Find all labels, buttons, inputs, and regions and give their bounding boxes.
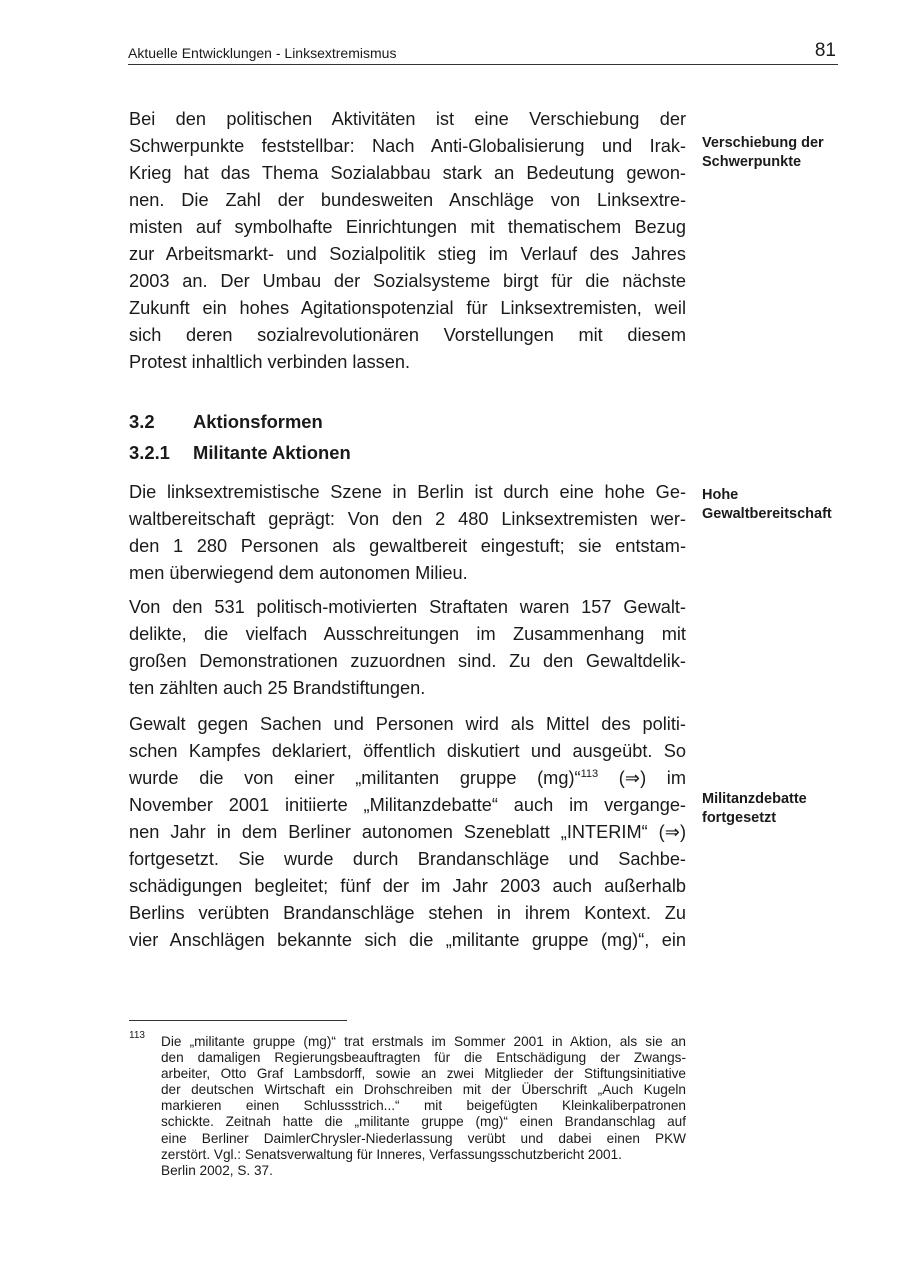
- footnote-text: [161, 1034, 686, 1179]
- section-title: Militante Aktionen: [193, 442, 351, 463]
- footnote-line: der deutschen Wirtschaft ein Drohschreiben mit der Überschrift „Auch Kugeln: [161, 1082, 686, 1098]
- text-line: Bei den politischen Aktivitäten ist eine Verschiebung der: [129, 109, 686, 129]
- page-header: [128, 38, 838, 65]
- text-line: [129, 765, 686, 792]
- footnote-line: markieren einen Schlussstrich...“ mit beigefügten Kleinkaliberpatronen: [161, 1098, 686, 1114]
- page-number: 81: [814, 40, 836, 61]
- text-line: vier Anschlägen bekannte sich die „militante gruppe (mg)“, ein: [129, 930, 686, 950]
- footnote-line: eine Berliner DaimlerChrysler-Niederlassung verübt und dabei einen PKW: [161, 1130, 686, 1146]
- text-line: Von den 531 politisch-motivierten Straftaten waren 157 Gewalt-: [129, 597, 686, 617]
- marginal-note-militanzdebatte: [702, 790, 892, 828]
- text-line: November 2001 initiierte „Militanzdebatte“ auch im vergange-: [129, 795, 686, 815]
- section-heading-3-2-1: [129, 442, 351, 464]
- text-line: men überwiegend dem autonomen Milieu.: [129, 563, 468, 583]
- section-title: Aktionsformen: [193, 411, 323, 432]
- text-line: nen Jahr in dem Berliner autonomen Szeneblatt „INTERIM“ (⇒): [129, 822, 686, 842]
- marginal-line: Schwerpunkte: [702, 154, 802, 170]
- text-line: sich deren sozialrevolutionären Vorstellungen mit diesem: [129, 325, 686, 345]
- text-line: den 1 280 Personen als gewaltbereit eingestuft; sie entstam-: [129, 536, 686, 556]
- text-line: nen. Die Zahl der bundesweiten Anschläge von Linksextre-: [129, 190, 686, 210]
- text-line: fortgesetzt. Sie wurde durch Brandanschläge und Sachbe-: [129, 849, 686, 869]
- footnote-number: 113: [129, 1030, 145, 1041]
- marginal-note-gewaltbereitschaft: [702, 486, 892, 524]
- intro-paragraph: [129, 106, 686, 376]
- marginal-note-verschiebung: [702, 134, 892, 172]
- paragraph-straftaten: [129, 594, 686, 702]
- footnote-line: Berlin 2002, S. 37.: [161, 1162, 273, 1178]
- footnote-line: arbeiter, Otto Graf Lambsdorff, sowie an zwei Mitglieder der Stiftungsinitiative: [161, 1066, 686, 1082]
- footnote-line: zerstört. Vgl.: Senatsverwaltung für Inneres, Verfassungsschutzbericht 2001.: [161, 1146, 622, 1162]
- text-line: Schwerpunkte feststellbar: Nach Anti-Globalisierung und Irak-: [129, 136, 686, 156]
- footnote-line: Die „militante gruppe (mg)“ trat erstmals im Sommer 2001 in Aktion, als sie an: [161, 1034, 686, 1049]
- marginal-line: Hohe: [702, 487, 739, 503]
- paragraph-militanzdebatte: [129, 711, 686, 954]
- text-line: 2003 an. Der Umbau der Sozialsysteme birgt für die nächste: [129, 271, 686, 291]
- text-line: misten auf symbolhafte Einrichtungen mit thematischem Bezug: [129, 217, 686, 237]
- text-line: schädigungen begleitet; fünf der im Jahr 2003 auch außerhalb: [129, 876, 686, 896]
- section-heading-3-2: [129, 411, 323, 433]
- marginal-line: Gewaltbereitschaft: [702, 506, 832, 522]
- text-line: Berlins verübten Brandanschläge stehen in ihrem Kontext. Zu: [129, 903, 686, 923]
- footnote-line: schickte. Zeitnah hatte die „militante gruppe (mg)“ einen Brandanschlag auf: [161, 1114, 686, 1130]
- text-line: waltbereitschaft geprägt: Von den 2 480 Linksextremisten wer-: [129, 509, 686, 529]
- marginal-line: Verschiebung der: [702, 135, 824, 151]
- section-number: 3.2.1: [129, 442, 170, 463]
- running-title: Aktuelle Entwicklungen - Linksextremismus: [128, 45, 397, 61]
- text-line: delikte, die vielfach Ausschreitungen im Zusammenhang mit: [129, 624, 686, 644]
- marginal-line: fortgesetzt: [702, 810, 777, 826]
- paragraph-gewaltbereitschaft: [129, 479, 686, 587]
- text-fragment: wurde die von einer „militanten gruppe (mg)“: [129, 768, 581, 788]
- marginal-line: Militanzdebatte: [702, 791, 807, 807]
- text-line: ten zählten auch 25 Brandstiftungen.: [129, 678, 426, 698]
- text-line: Krieg hat das Thema Sozialabbau stark an Bedeutung gewon-: [129, 163, 686, 183]
- footnote-reference[interactable]: 113: [580, 767, 599, 780]
- text-fragment: (⇒) im: [598, 768, 686, 788]
- text-line: Protest inhaltlich verbinden lassen.: [129, 352, 411, 372]
- text-line: schen Kampfes deklariert, öffentlich diskutiert und ausgeübt. So: [129, 741, 686, 761]
- text-line: Die linksextremistische Szene in Berlin ist durch eine hohe Ge-: [129, 482, 686, 502]
- footnote-separator: [129, 1020, 347, 1021]
- text-line: großen Demonstrationen zuzuordnen sind. Zu den Gewaltdelik-: [129, 651, 686, 671]
- text-line: Gewalt gegen Sachen und Personen wird als Mittel des politi-: [129, 714, 686, 734]
- text-line: Zukunft ein hohes Agitationspotenzial für Linksextremisten, weil: [129, 298, 686, 318]
- text-line: zur Arbeitsmarkt- und Sozialpolitik stieg im Verlauf des Jahres: [129, 244, 686, 264]
- section-number: 3.2: [129, 411, 155, 432]
- footnote-line: den damaligen Regierungsbeauftragten für die Entschädigung der Zwangs-: [161, 1050, 686, 1066]
